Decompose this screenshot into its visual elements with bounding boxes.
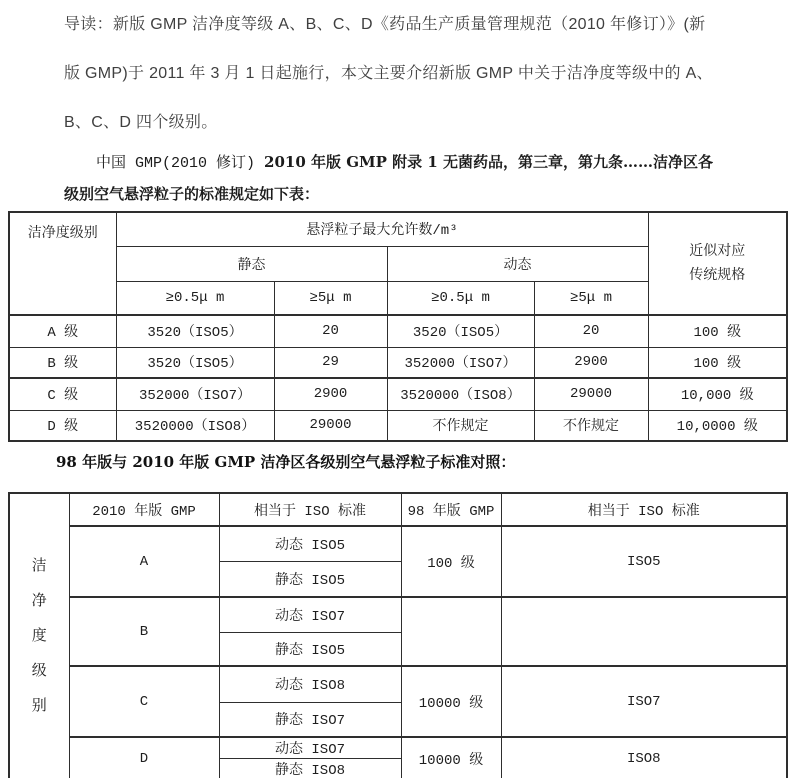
- t1-header-row-1: [9, 212, 787, 246]
- t2-c-iso: ISO7: [501, 666, 787, 737]
- t2-c-gmp98: 10000 级: [401, 666, 501, 737]
- section1-line-2: 级别空气悬浮粒子的标准规定如下表：: [64, 185, 320, 203]
- t1-size-header-dynamic-5: ≥5μ m: [534, 281, 648, 315]
- t2-b-dynamic: 动态 ISO7: [219, 597, 401, 632]
- t1-cell-static05: 3520（ISO5）: [116, 347, 274, 378]
- gmp-comparison-table: [8, 492, 788, 778]
- t1-cell-dynamic05: 352000（ISO7）: [387, 347, 534, 378]
- t2-grade-d: D: [69, 737, 219, 778]
- t1-row-grade-d: [9, 410, 787, 441]
- t1-row-grade-a: [9, 315, 787, 347]
- t1-cell-dynamic5: 20: [534, 315, 648, 347]
- t1-cell-static5: 20: [274, 315, 387, 347]
- t1-static-header: 静态: [116, 246, 387, 281]
- t1-cell-traditional: 100 级: [648, 315, 787, 347]
- t2-d-gmp98: 10000 级: [401, 737, 501, 778]
- t1-row-grade-b: [9, 347, 787, 378]
- t1-cell-grade: A 级: [9, 315, 116, 347]
- t2-group-a-dynamic-row: [9, 526, 787, 561]
- t2-header-row: [9, 493, 787, 526]
- section1-paragraph: [64, 147, 800, 210]
- t1-group-header: 悬浮粒子最大允许数/m³: [116, 212, 648, 246]
- t2-vertical-char: 净: [31, 593, 47, 610]
- t2-header-iso-left: 相当于 ISO 标准: [219, 493, 401, 526]
- t2-vertical-header: [9, 493, 69, 778]
- t2-b-static: 静态 ISO5: [219, 632, 401, 666]
- section1-lead-bold: 2010 年版 GMP 附录 1 无菌药品，第三章，第九条……洁净区各: [264, 153, 714, 171]
- t2-vertical-char: 别: [31, 698, 47, 715]
- t2-d-iso: ISO8: [501, 737, 787, 778]
- section1-lead-normal: 中国 GMP(2010 修订): [96, 155, 265, 172]
- comparison-table-caption: 98 年版与 2010 年版 GMP 洁净区各级别空气悬浮粒子标准对照：: [56, 453, 516, 471]
- t2-header-iso-right: 相当于 ISO 标准: [501, 493, 787, 526]
- t2-a-iso: ISO5: [501, 526, 787, 597]
- section1-line-1: [64, 147, 800, 179]
- t1-cell-grade: B 级: [9, 347, 116, 378]
- intro-line-3: B、C、D 四个级别。: [64, 114, 218, 131]
- t2-b-gmp98: [401, 597, 501, 666]
- t2-c-static: 静态 ISO7: [219, 702, 401, 737]
- t1-cell-dynamic05: 3520（ISO5）: [387, 315, 534, 347]
- t1-cell-traditional: 10,0000 级: [648, 410, 787, 441]
- t1-size-header-dynamic-05: ≥0.5μ m: [387, 281, 534, 315]
- t1-cell-dynamic5: 2900: [534, 347, 648, 378]
- t2-a-gmp98: 100 级: [401, 526, 501, 597]
- t1-cell-dynamic5: 29000: [534, 378, 648, 410]
- t1-cell-static5: 2900: [274, 378, 387, 410]
- t1-cell-grade: C 级: [9, 378, 116, 410]
- t1-size-header-static-5: ≥5μ m: [274, 281, 387, 315]
- t1-cell-static05: 3520（ISO5）: [116, 315, 274, 347]
- t2-group-b-dynamic-row: [9, 597, 787, 632]
- t2-b-iso: [501, 597, 787, 666]
- t2-d-static: 静态 ISO8: [219, 759, 401, 778]
- t1-cell-static05: 3520000（ISO8）: [116, 410, 274, 441]
- t2-grade-b: B: [69, 597, 219, 666]
- t2-grade-c: C: [69, 666, 219, 737]
- t1-cell-dynamic5: 不作规定: [534, 410, 648, 441]
- intro-paragraph: [64, 0, 800, 147]
- particle-limits-table: [8, 211, 788, 442]
- t1-cell-static5: 29000: [274, 410, 387, 441]
- t2-a-dynamic: 动态 ISO5: [219, 526, 401, 561]
- t1-grade-column-header: 洁净度级别: [9, 212, 116, 315]
- t2-header-98gmp: 98 年版 GMP: [401, 493, 501, 526]
- t1-cell-dynamic05: 3520000（ISO8）: [387, 378, 534, 410]
- t2-group-d-dynamic-row: [9, 737, 787, 759]
- t1-cell-static5: 29: [274, 347, 387, 378]
- t1-cell-grade: D 级: [9, 410, 116, 441]
- t1-traditional-header-line2: 传统规格: [689, 267, 746, 284]
- intro-line-2: 版 GMP)于 2011 年 3 月 1 日起施行，本文主要介绍新版 GMP 中关于洁净度等级中的 A、: [64, 65, 713, 82]
- t2-d-dynamic: 动态 ISO7: [219, 737, 401, 759]
- t2-c-dynamic: 动态 ISO8: [219, 666, 401, 702]
- t2-vertical-char: 级: [31, 663, 47, 680]
- t2-group-c-dynamic-row: [9, 666, 787, 702]
- t2-a-static: 静态 ISO5: [219, 561, 401, 597]
- intro-line-1: 导读：新版 GMP 洁净度等级 A、B、C、D《药品生产质量管理规范（2010 年修订）》(新: [64, 16, 706, 33]
- t1-traditional-header-line1: 近似对应: [689, 243, 746, 260]
- t1-dynamic-header: 动态: [387, 246, 648, 281]
- t2-vertical-char: 度: [31, 628, 47, 645]
- t1-row-grade-c: [9, 378, 787, 410]
- t1-cell-static05: 352000（ISO7）: [116, 378, 274, 410]
- t1-traditional-column-header: [648, 212, 787, 315]
- t2-vertical-char: 洁: [31, 558, 47, 575]
- t2-header-2010gmp: 2010 年版 GMP: [69, 493, 219, 526]
- t1-cell-traditional: 100 级: [648, 347, 787, 378]
- t2-grade-a: A: [69, 526, 219, 597]
- t1-cell-traditional: 10,000 级: [648, 378, 787, 410]
- t1-size-header-static-05: ≥0.5μ m: [116, 281, 274, 315]
- t1-cell-dynamic05: 不作规定: [387, 410, 534, 441]
